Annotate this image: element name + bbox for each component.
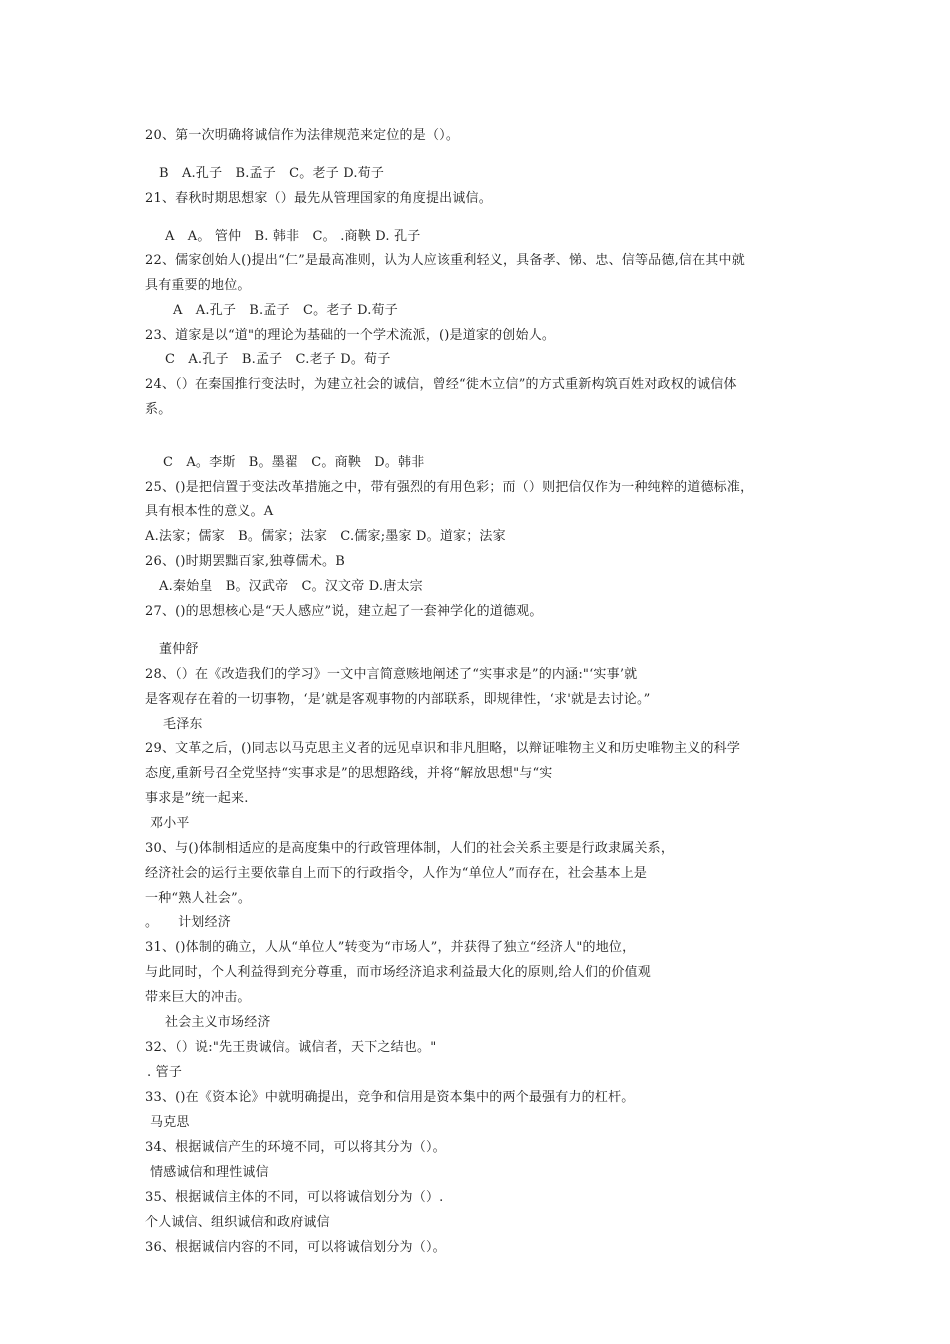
answer-34: 情感诚信和理性诚信 bbox=[150, 1165, 269, 1180]
answer-35: 个人诚信、组织诚信和政府诚信 bbox=[145, 1215, 330, 1230]
answer-options-25: A.法家；儒家 B。儒家；法家 C.儒家;墨家 D。道家；法家 bbox=[145, 529, 506, 544]
question-31: 31、()体制的确立，人从“单位人”转变为“市场人”，并获得了独立“经济人"的地位， bbox=[145, 940, 636, 955]
question-31-continued: 与此同时，个人利益得到充分尊重，而市场经济追求利益最大化的原则,给人们的价值观 bbox=[145, 965, 651, 980]
question-22: 22、儒家创始人()提出“仁”是最高准则，认为人应该重利轻义，具备孝、悌、忠、信等品德,信在其中就 bbox=[145, 253, 745, 268]
question-21: 21、春秋时期思想家（）最先从管理国家的角度提出诚信。 bbox=[145, 191, 492, 206]
answer-options-24: C A。李斯 B。墨翟 C。商鞅 D。韩非 bbox=[163, 455, 425, 470]
question-30-continued: 经济社会的运行主要依靠自上而下的行政指令，人作为“单位人”而存在，社会基本上是 bbox=[145, 866, 648, 881]
answer-33: 马克思 bbox=[150, 1115, 190, 1130]
answer-30: 。 计划经济 bbox=[145, 915, 231, 930]
answer-options-22: A A.孔子 B.孟子 C。老子 D.荀子 bbox=[173, 303, 398, 318]
answer-28: 毛泽东 bbox=[163, 717, 203, 732]
question-30-continued-2: 一种“熟人社会”。 bbox=[145, 891, 252, 906]
question-27: 27、()的思想核心是“天人感应”说，建立起了一套神学化的道德观。 bbox=[145, 604, 543, 619]
answer-27: 董仲舒 bbox=[159, 642, 199, 657]
question-22-continued: 具有重要的地位。 bbox=[145, 278, 251, 293]
question-23: 23、道家是以“道"的理论为基础的一个学术流派，()是道家的创始人。 bbox=[145, 328, 556, 343]
question-28-continued: 是客观存在着的一切事物，‘是’就是客观事物的内部联系，即规律性，‘求'就是去讨论。” bbox=[145, 692, 651, 707]
question-25: 25、()是把信置于变法改革措施之中，带有强烈的有用色彩；而（）则把信仅作为一种纯粹的道德标准， bbox=[145, 480, 754, 495]
answer-options-23: C A.孔子 B.孟子 C.老子 D。荀子 bbox=[165, 352, 391, 367]
question-20: 20、第一次明确将诚信作为法律规范来定位的是（）。 bbox=[145, 128, 460, 143]
answer-options-20: B A.孔子 B.孟子 C。老子 D.荀子 bbox=[159, 166, 385, 181]
answer-29: 邓小平 bbox=[150, 816, 190, 831]
question-24-continued: 系。 bbox=[145, 402, 172, 417]
question-31-continued-2: 带来巨大的冲击。 bbox=[145, 990, 251, 1005]
question-24: 24、（）在秦国推行变法时，为建立社会的诚信，曾经“徙木立信”的方式重新构筑百姓对政权的诚信体 bbox=[145, 377, 737, 392]
question-25-continued: 具有根本性的意义。A bbox=[145, 504, 274, 519]
question-28: 28、（）在《改造我们的学习》一文中言简意赅地阐述了“实事求是”的内涵:"‘实事’就 bbox=[145, 667, 638, 682]
question-29: 29、文革之后，()同志以马克思主义者的远见卓识和非凡胆略，以辩证唯物主义和历史唯物主义的科学 bbox=[145, 741, 741, 756]
question-32: 32、（）说:"先王贵诚信。诚信者，天下之结也。" bbox=[145, 1040, 437, 1055]
question-35: 35、根据诚信主体的不同，可以将诚信划分为（）. bbox=[145, 1190, 444, 1205]
question-36: 36、根据诚信内容的不同，可以将诚信划分为（）。 bbox=[145, 1240, 446, 1255]
question-26: 26、()时期罢黜百家,独尊儒术。B bbox=[145, 554, 345, 569]
question-29-continued-2: 事求是”统一起来. bbox=[145, 791, 249, 806]
answer-32: . 管子 bbox=[147, 1065, 183, 1080]
answer-31: 社会主义市场经济 bbox=[165, 1015, 271, 1030]
question-34: 34、根据诚信产生的环境不同，可以将其分为（）。 bbox=[145, 1140, 446, 1155]
question-33: 33、()在《资本论》中就明确提出，竞争和信用是资本集中的两个最强有力的杠杆。 bbox=[145, 1090, 635, 1105]
answer-options-21: A A。 管仲 B. 韩非 C。 .商鞅 D. 孔子 bbox=[165, 229, 421, 244]
answer-options-26: A.秦始皇 B。汉武帝 C。汉文帝 D.唐太宗 bbox=[159, 579, 423, 594]
question-30: 30、与()体制相适应的是高度集中的行政管理体制，人们的社会关系主要是行政隶属关系， bbox=[145, 841, 675, 856]
question-29-continued: 态度,重新号召全党坚持“实事求是”的思想路线，并将“解放思想"与“实 bbox=[145, 766, 553, 781]
